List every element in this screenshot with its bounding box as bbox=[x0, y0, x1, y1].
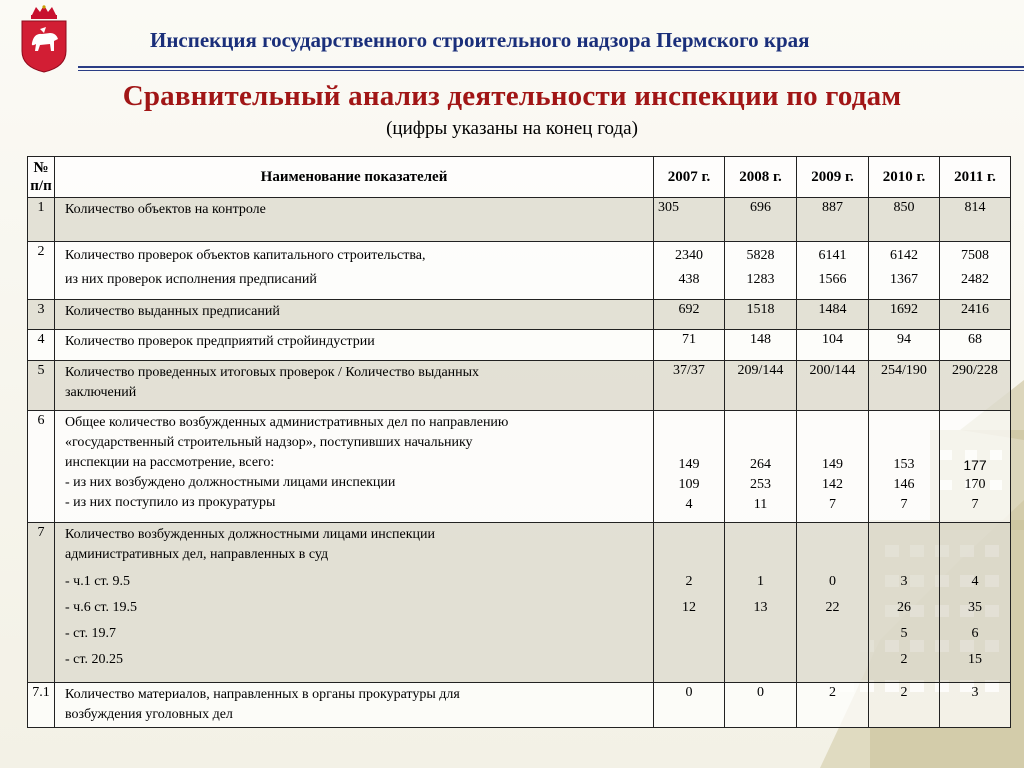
comparison-table bbox=[27, 156, 1011, 728]
header-year-2011: 2011 г. bbox=[940, 157, 1011, 198]
perm-krai-coat-of-arms-icon bbox=[16, 3, 72, 73]
header-indicator-name: Наименование показателей bbox=[55, 157, 654, 198]
table-header-row bbox=[28, 157, 1011, 198]
table-row: 7 Количество возбужденных должностными лицами инспекции административных дел, направленных в суд - ч.1 ст. 9.5 - ч.6 ст. 19.5 - ст. 19.7 - ст. 20.25 2 12 1 13 0 22 3 26 5 2 4 35 6 15 bbox=[28, 523, 1011, 683]
table-row: 6 Общее количество возбужденных административных дел по направлению «государственный строительный надзор», поступивших начальнику инспекции на рассмотрение, всего: - из них возбуждено должностными лицами инспекции - из них поступило из прокуратуры 149 109 4 264 253 11 149 142 7 153 146 7 177 170 7 bbox=[28, 411, 1011, 523]
table-row: 2 Количество проверок объектов капитального строительства, из них проверок исполнения предписаний 2340 438 5828 1283 6141 1566 6142 1367 7508 2482 bbox=[28, 242, 1011, 300]
header-rule-thin bbox=[78, 70, 1024, 71]
organization-name: Инспекция государственного строительного надзора Пермского края bbox=[150, 28, 810, 52]
table-row: 7.1 Количество материалов, направленных в органы прокуратуры для возбуждения уголовных дел 0 0 2 2 3 bbox=[28, 683, 1011, 728]
table-row: 5 Количество проведенных итоговых проверок / Количество выданных заключений 37/37 209/144 200/144 254/190 290/228 bbox=[28, 361, 1011, 411]
table-row: 1 Количество объектов на контроле 305 696 887 850 814 bbox=[28, 198, 1011, 242]
page-title: Сравнительный анализ деятельности инспекции по годам bbox=[122, 80, 902, 112]
header-number: № п/п bbox=[28, 157, 55, 198]
header-rule bbox=[78, 66, 1024, 68]
page-subtitle: (цифры указаны на конец года) bbox=[386, 118, 638, 139]
header-year-2008: 2008 г. bbox=[725, 157, 797, 198]
table-row: 3 Количество выданных предписаний 692 1518 1484 1692 2416 bbox=[28, 300, 1011, 330]
header-year-2007: 2007 г. bbox=[654, 157, 725, 198]
header-year-2009: 2009 г. bbox=[797, 157, 869, 198]
header-year-2010: 2010 г. bbox=[869, 157, 940, 198]
table-row: 4 Количество проверок предприятий стройиндустрии 71 148 104 94 68 bbox=[28, 330, 1011, 361]
